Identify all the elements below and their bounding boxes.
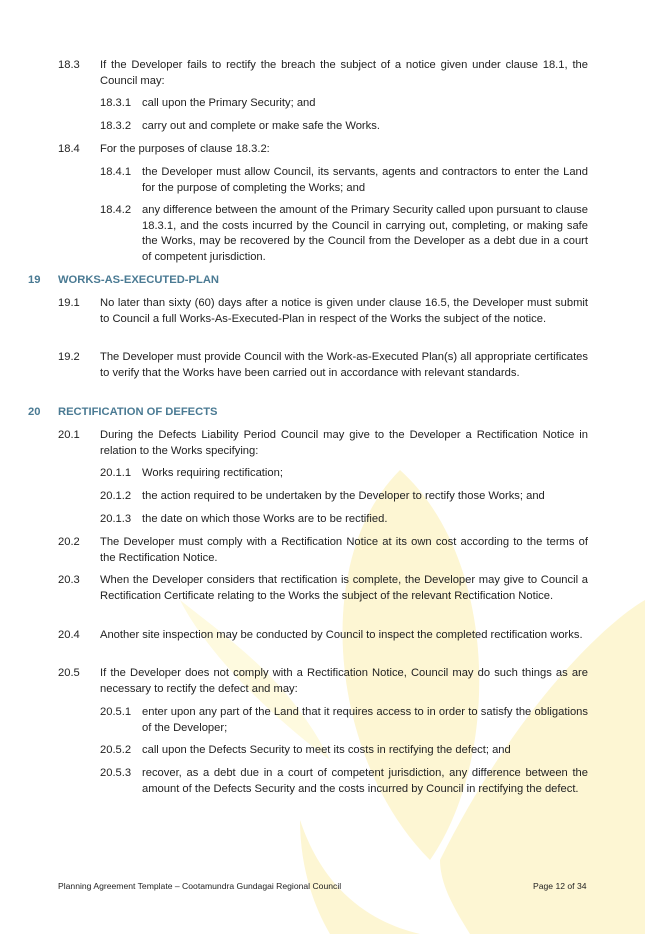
subclause-text: call upon the Defects Security to meet its costs in rectifying the defect; and	[142, 744, 511, 756]
clause-number: 19.1	[58, 297, 80, 309]
subclause-number: 20.5.1	[100, 706, 132, 718]
section-title: WORKS-AS-EXECUTED-PLAN	[58, 274, 219, 286]
clause-20-4	[58, 628, 588, 644]
subclause-18-4-1	[100, 165, 588, 196]
clause-text: If the Developer fails to rectify the breach the subject of a notice given under clause 18.1, the Council may:	[100, 59, 588, 87]
subclause-text: carry out and complete or make safe the Works.	[142, 120, 380, 132]
clause-number: 20.4	[58, 629, 80, 641]
clause-18-4	[58, 142, 588, 158]
clause-19-1	[58, 296, 588, 327]
footer-page-number	[533, 881, 587, 891]
subclause-text: recover, as a debt due in a court of competent jurisdiction, any difference between the amount of the Defects Security and the costs incurred by Council in rectifying the defect.	[142, 767, 588, 795]
clause-text: The Developer must comply with a Rectification Notice at its own cost according to the terms of the Rectification Notice.	[100, 536, 588, 564]
subclause-number: 20.1.1	[100, 467, 132, 479]
subclause-number: 20.5.2	[100, 744, 132, 756]
subclause-number: 20.1.2	[100, 490, 132, 502]
clause-text: No later than sixty (60) days after a notice is given under clause 16.5, the Developer must submit to Council a full Works-As-Executed-Plan in respect of the Works the subject of the notice.	[100, 297, 588, 325]
clause-number: 20.5	[58, 667, 80, 679]
subclause-18-3-1	[100, 96, 588, 112]
clause-text: The Developer must provide Council with the Work-as-Executed Plan(s) all appropriate certificates to verify that the Works have been carried out in accordance with relevant standards.	[100, 351, 588, 379]
clause-text: Another site inspection may be conducted by Council to inspect the completed rectification works.	[100, 629, 583, 641]
subclause-text: any difference between the amount of the Primary Security called upon pursuant to clause 18.3.1, and the costs incurred by the Council in carrying out, completing, or making safe the Works, may be recovered by the Council from the Developer as a debt due in a court of competent jurisdiction.	[142, 204, 588, 263]
clause-text: For the purposes of clause 18.3.2:	[100, 143, 270, 155]
clause-number: 20.1	[58, 429, 80, 441]
clause-19-2	[58, 350, 588, 381]
subclause-number: 18.4.2	[100, 204, 132, 216]
subclause-number: 18.3.1	[100, 97, 132, 109]
subclause-text: the Developer must allow Council, its servants, agents and contractors to enter the Land for the purpose of completing the Works; and	[142, 166, 588, 194]
clause-number: 19.2	[58, 351, 80, 363]
section-number: 19	[28, 274, 41, 286]
clause-number: 20.2	[58, 536, 80, 548]
clause-number: 18.3	[58, 59, 80, 71]
clause-20-1	[58, 428, 588, 459]
clause-text: During the Defects Liability Period Council may give to the Developer a Rectification Notice in relation to the Works specifying:	[100, 429, 588, 457]
subclause-number: 20.5.3	[100, 767, 132, 779]
clause-text: If the Developer does not comply with a Rectification Notice, Council may do such things as are necessary to rectify the defect and may:	[100, 667, 588, 695]
subclause-number: 20.1.3	[100, 513, 132, 525]
subclause-20-1-1	[100, 466, 588, 482]
subclause-text: the date on which those Works are to be rectified.	[142, 513, 388, 525]
clause-number: 20.3	[58, 574, 80, 586]
subclause-18-3-2	[100, 119, 588, 135]
subclause-text: call upon the Primary Security; and	[142, 97, 316, 109]
subclause-number: 18.4.1	[100, 166, 132, 178]
subclause-number: 18.3.2	[100, 120, 132, 132]
subclause-text: enter upon any part of the Land that it requires access to in order to satisfy the obligations of the Developer;	[142, 706, 588, 734]
subclause-20-1-3	[100, 512, 588, 528]
clause-number: 18.4	[58, 143, 80, 155]
subclause-18-4-2	[100, 203, 588, 265]
subclause-20-5-2	[100, 743, 588, 759]
footer-document-title: Planning Agreement Template – Cootamundra Gundagai Regional Council	[58, 881, 342, 891]
subclause-20-5-3	[100, 766, 588, 797]
clause-text: When the Developer considers that rectification is complete, the Developer may give to Council a Rectification Certificate relating to the Works the subject of the relevant Rectification Notice.	[100, 574, 588, 602]
subclause-text: the action required to be undertaken by the Developer to rectify those Works; and	[142, 490, 545, 502]
section-title: RECTIFICATION OF DEFECTS	[58, 406, 218, 418]
clause-20-5	[58, 666, 588, 697]
clause-18-3	[58, 58, 588, 89]
clause-20-3	[58, 573, 588, 604]
subclause-20-1-2	[100, 489, 588, 505]
page-number-text: Page 12 of 34	[533, 881, 587, 891]
subclause-20-5-1	[100, 705, 588, 736]
section-number: 20	[28, 406, 41, 418]
clause-20-2	[58, 535, 588, 566]
subclause-text: Works requiring rectification;	[142, 467, 283, 479]
